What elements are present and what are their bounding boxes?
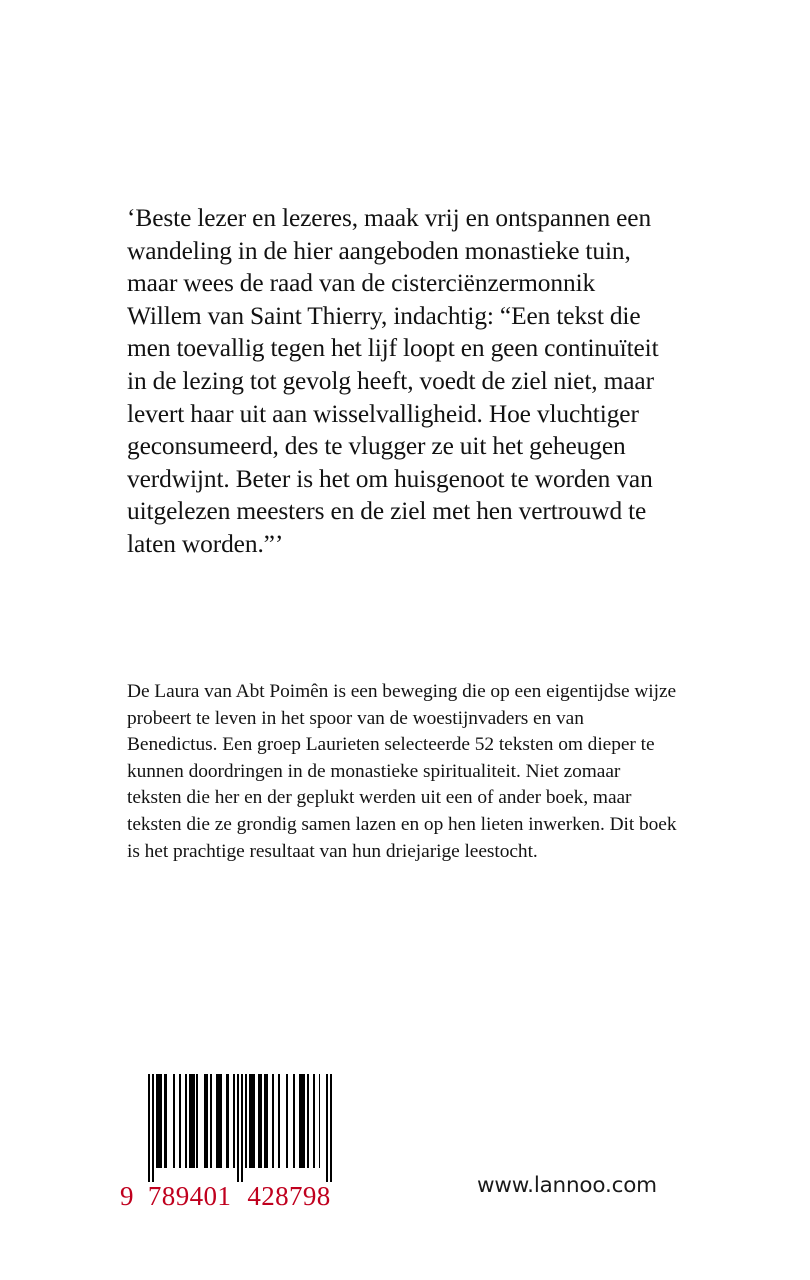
isbn-lead-digit: 9: [120, 1181, 134, 1211]
isbn-digits: [118, 1178, 358, 1214]
pull-quote: [127, 202, 675, 561]
isbn-barcode: [118, 1074, 358, 1222]
publisher-website[interactable]: www.lannoo.com: [477, 1173, 657, 1198]
isbn-left-group: 789401: [147, 1181, 232, 1211]
barcode-bars: [148, 1074, 332, 1182]
barcode-bar: [330, 1074, 332, 1182]
blurb: [127, 679, 679, 865]
cover-footer: [0, 1060, 810, 1220]
blurb-text: De Laura van Abt Poimên is een beweging die op een eigentijdse wijze probeert te leven in het spoor van de woestijnvaders en van Benedictus. Een groep Laurieten selecteerde 52 teksten om dieper te kunnen doordringen in de monastieke spiritualiteit. Niet zomaar teksten die her en der geplukt werden uit een of ander boek, maar teksten die ze grondig samen lazen en op hen lieten inwerken. Dit boek is het prachtige resultaat van hun driejarige leestocht.: [127, 681, 677, 862]
pull-quote-text: ‘Beste lezer en lezeres, maak vrij en ontspannen een wandeling in de hier aangeboden monastieke tuin, maar wees de raad van de cisterciënzermonnik Willem van Saint Thierry, indachtig: “Een tekst die men toevallig tegen het lijf loopt en geen continuïteit in de lezing tot gevolg heeft, voedt de ziel niet, maar levert haar uit aan wisselvalligheid. Hoe vluchtiger geconsumeerd, des te vlugger ze uit het geheugen verdwijnt. Beter is het om huisgenoot te worden van uitgelezen meesters en de ziel met hen vertrouwd te laten worden.”’: [127, 204, 659, 558]
isbn-right-group: 428798: [247, 1181, 331, 1211]
